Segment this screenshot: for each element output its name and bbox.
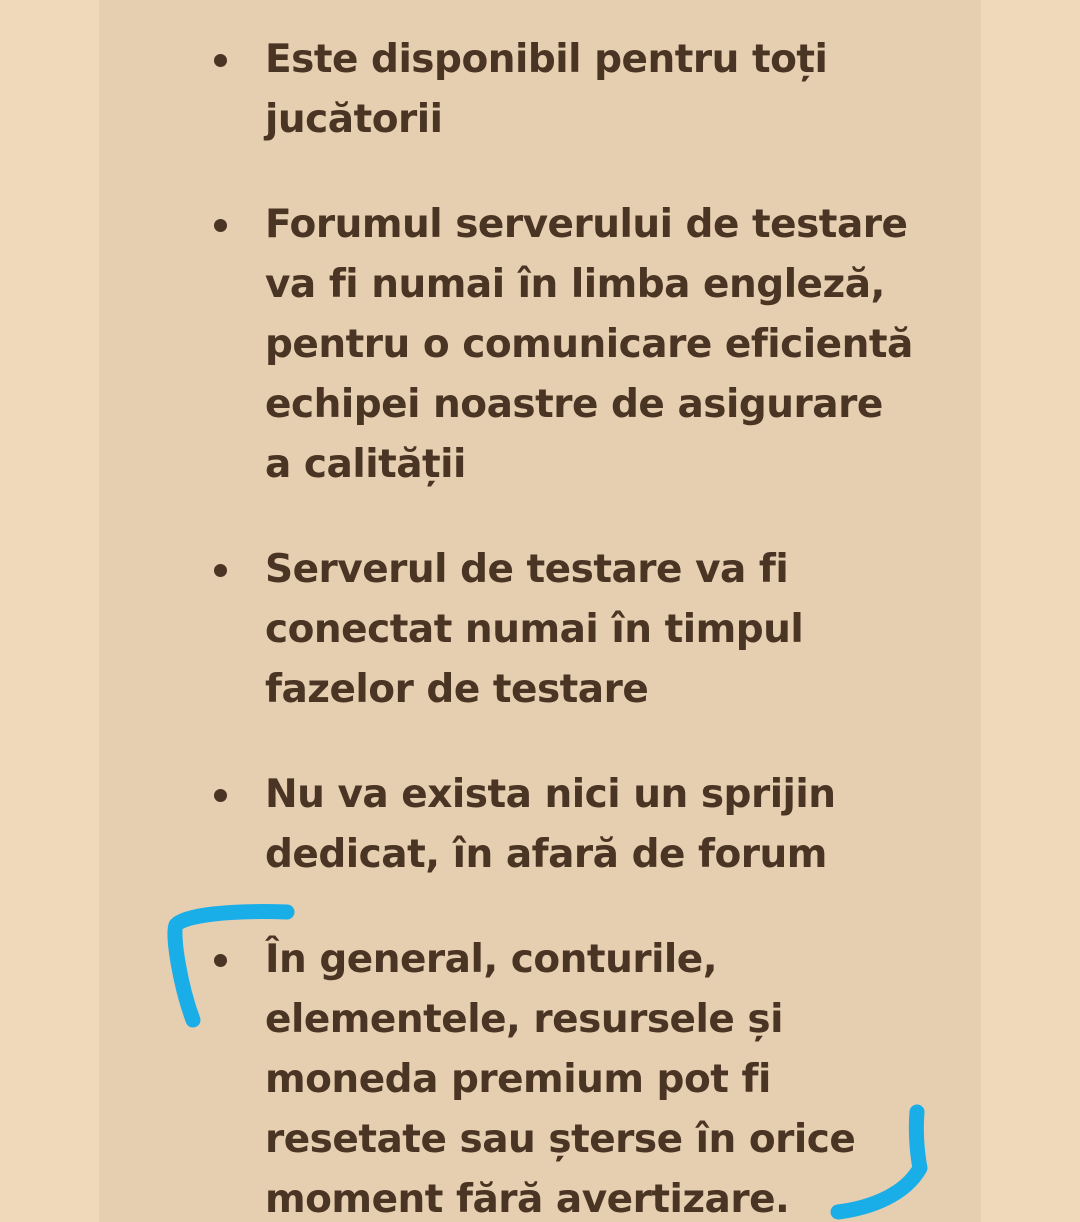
bullet-icon <box>214 954 227 967</box>
list-item <box>99 195 981 495</box>
bullet-icon <box>214 789 227 802</box>
list-item <box>99 540 981 720</box>
list-item-text: Forumul serverului de testare va fi numai în limba engleză, pentru o comunicare eficientă echipei noastre de asigurare a calității <box>265 202 913 487</box>
list-item <box>99 30 981 150</box>
list-item <box>99 765 981 885</box>
bullet-icon <box>214 219 227 232</box>
info-list <box>99 30 981 1222</box>
list-item-text: Nu va exista nici un sprijin dedicat, în afară de forum <box>265 772 836 877</box>
bullet-icon <box>214 564 227 577</box>
bullet-icon <box>214 54 227 67</box>
list-item-highlighted <box>99 930 981 1222</box>
list-item-text: Serverul de testare va fi conectat numai în timpul fazelor de testare <box>265 547 804 712</box>
list-item-text: Este disponibil pentru toți jucătorii <box>265 37 828 142</box>
list-item-text: În general, conturile, elementele, resursele și moneda premium pot fi resetate sau șterse în orice moment fără avertizare. <box>265 937 856 1222</box>
content-panel <box>99 0 981 1222</box>
